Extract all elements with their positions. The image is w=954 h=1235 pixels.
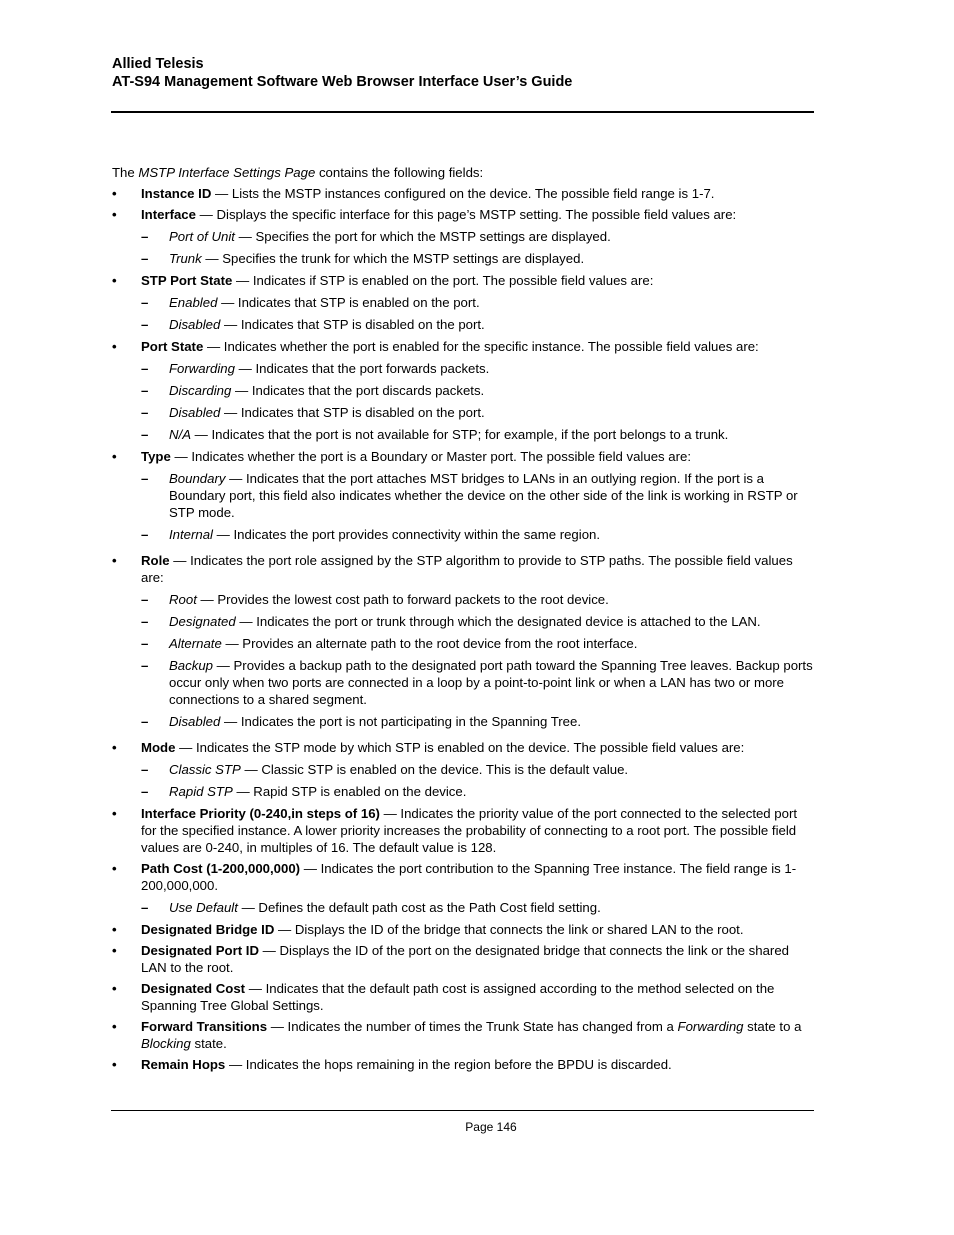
dash: – [141, 317, 149, 332]
value-use-default: – Use Default — Defines the default path cost as the Path Cost field setting. [141, 900, 601, 915]
bullet: • [112, 1019, 117, 1034]
header-divider [111, 111, 814, 113]
bullet: • [112, 207, 117, 222]
page-number: Page 146 [465, 1120, 517, 1134]
value-discarding: – Discarding — Indicates that the port discards packets. [141, 383, 485, 398]
value-na: – N/A — Indicates that the port is not available for STP; for example, if the port belongs to a trunk. [141, 427, 729, 442]
value-boundary: – Boundary — Indicates that the port attaches MST bridges to LANs in an outlying region. If the port is a Boundary port, this field also indicates whether the device on the other side of the link is working in RSTP or STP mode. [141, 471, 798, 520]
value-internal: – Internal — Indicates the port provides connectivity within the same region. [141, 527, 601, 542]
dash: – [141, 592, 149, 607]
value-forwarding: – Forwarding — Indicates that the port forwards packets. [141, 361, 490, 376]
value-port-of-unit: – Port of Unit — Specifies the port for which the MSTP settings are displayed. [141, 229, 611, 244]
value-classic-stp: – Classic STP — Classic STP is enabled on the device. This is the default value. [141, 762, 629, 777]
value-designated: – Designated — Indicates the port or trunk through which the designated device is attached to the LAN. [141, 614, 761, 629]
footer-divider [111, 1110, 814, 1111]
dash: – [141, 361, 149, 376]
bullet: • [112, 806, 117, 821]
value-trunk: – Trunk — Specifies the trunk for which the MSTP settings are displayed. [141, 251, 585, 266]
dash: – [141, 405, 149, 420]
field-path-cost: • Path Cost (1-200,000,000) — Indicates the port contribution to the Spanning Tree instance. The field range is 1-200,000,000. [112, 861, 797, 893]
page-header [112, 55, 572, 91]
dash: – [141, 900, 149, 915]
dash: – [141, 762, 149, 777]
document-body [112, 164, 814, 1077]
bullet: • [112, 981, 117, 996]
bullet: • [112, 740, 117, 755]
field-interface: • Interface — Displays the specific interface for this page’s MSTP setting. The possible field values are: [112, 207, 737, 222]
value-enabled: – Enabled — Indicates that STP is enabled on the port. [141, 295, 480, 310]
dash: – [141, 471, 149, 486]
field-port-state: • Port State — Indicates whether the port is enabled for the specific instance. The possible field values are: [112, 339, 759, 354]
field-role: • Role — Indicates the port role assigned by the STP algorithm to provide to STP paths. The possible field values are: [112, 553, 793, 585]
field-remain-hops: • Remain Hops — Indicates the hops remaining in the region before the BPDU is discarded. [112, 1057, 672, 1072]
value-disabled: – Disabled — Indicates that STP is disabled on the port. [141, 317, 485, 332]
dash: – [141, 714, 149, 729]
dash: – [141, 229, 149, 244]
value-disabled: – Disabled — Indicates the port is not participating in the Spanning Tree. [141, 714, 582, 729]
dash: – [141, 427, 149, 442]
intro-paragraph: The MSTP Interface Settings Page contains the following fields: [112, 165, 484, 180]
bullet: • [112, 1057, 117, 1072]
bullet: • [112, 273, 117, 288]
dash: – [141, 295, 149, 310]
guide-title: AT-S94 Management Software Web Browser Interface User’s Guide [112, 74, 573, 90]
field-forward-transitions: • Forward Transitions — Indicates the number of times the Trunk State has changed from a Forwarding state to a Blocking state. [112, 1019, 802, 1051]
field-stp-port-state: • STP Port State — Indicates if STP is enabled on the port. The possible field values are: [112, 273, 654, 288]
dash: – [141, 658, 149, 673]
field-instance-id: • Instance ID — Lists the MSTP instances configured on the device. The possible field range is 1-7. [112, 186, 715, 201]
company-name: Allied Telesis [112, 56, 204, 72]
value-alternate: – Alternate — Provides an alternate path to the root device from the root interface. [141, 636, 638, 651]
bullet: • [112, 449, 117, 464]
bullet: • [112, 186, 117, 201]
field-mode: • Mode — Indicates the STP mode by which STP is enabled on the device. The possible field values are: [112, 740, 745, 755]
field-designated-cost: • Designated Cost — Indicates that the default path cost is assigned according to the method selected on the Spanning Tree Global Settings. [112, 981, 775, 1013]
field-designated-port-id: • Designated Port ID — Displays the ID of the port on the designated bridge that connects the link or the shared LAN to the root. [112, 943, 789, 975]
dash: – [141, 614, 149, 629]
dash: – [141, 383, 149, 398]
dash: – [141, 251, 149, 266]
bullet: • [112, 861, 117, 876]
dash: – [141, 527, 149, 542]
page-name: MSTP Interface Settings Page [138, 165, 316, 180]
field-interface-priority: • Interface Priority (0-240,in steps of 16) — Indicates the priority value of the port connected to the selected port for the specified instance. A lower priority increases the probability of connecting to a root port. The possible field values are 0-240, in multiples of 16. The default value is 128. [112, 806, 798, 855]
value-backup: – Backup — Provides a backup path to the designated port path toward the Spanning Tree leaves. Backup ports occur only when two ports are connected in a loop by a point-to-point link or when a LAN has two or more connections to a shared segment. [141, 658, 813, 707]
dash: – [141, 784, 149, 799]
value-root: – Root — Provides the lowest cost path to forward packets to the root device. [141, 592, 609, 607]
value-rapid-stp: – Rapid STP — Rapid STP is enabled on the device. [141, 784, 467, 799]
field-designated-bridge-id: • Designated Bridge ID — Displays the ID of the bridge that connects the link or shared LAN to the root. [112, 922, 744, 937]
bullet: • [112, 922, 117, 937]
bullet: • [112, 339, 117, 354]
bullet: • [112, 943, 117, 958]
field-type: • Type — Indicates whether the port is a Boundary or Master port. The possible field values are: [112, 449, 692, 464]
bullet: • [112, 553, 117, 568]
dash: – [141, 636, 149, 651]
value-disabled: – Disabled — Indicates that STP is disabled on the port. [141, 405, 485, 420]
